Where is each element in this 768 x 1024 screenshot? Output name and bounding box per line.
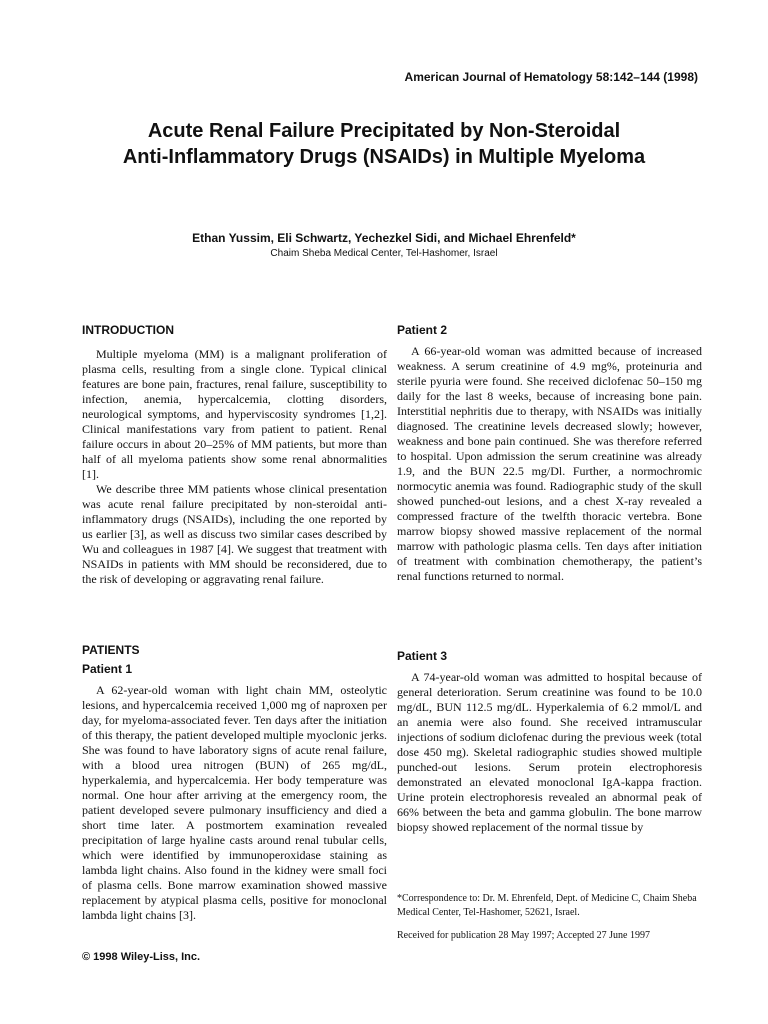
patient-2-heading: Patient 2 xyxy=(397,323,448,337)
affiliation: Chaim Sheba Medical Center, Tel-Hashomer, Israel xyxy=(270,248,498,259)
correspondence-footnote: *Correspondence to: Dr. M. Ehrenfeld, Dept. of Medicine C, Chaim Sheba Medical Center, Tel-Hashomer, 52621, Israel. xyxy=(397,893,697,918)
article-title xyxy=(60,118,708,170)
introduction-paragraph-2: We describe three MM patients whose clinical presentation was acute renal failure precipitated by non-steroidal anti-inflammatory drugs (NSAIDs), including the one reported by us earlier [3], as well as discuss two similar cases described by Wu and colleagues in 1987 [4]. We suggest that treatment with NSAIDs in patients with MM should be reconsidered, due to the risk of developing or aggravating renal failure. xyxy=(82,482,387,586)
patient-1-text: A 62-year-old woman with light chain MM, osteolytic lesions, and hypercalcemia received 1,000 mg of naproxen per day, for myeloma-associated fever. Ten days after the initiation of this therapy, the patient developed multiple myoclonic jerks. She was found to have laboratory signs of acute renal failure, with a blood urea nitrogen (BUN) of 265 mg/dL, hyperkalemia, and hypercalcemia. Her body temperature was normal. One hour after arriving at the emergency room, the patient developed severe pulmonary insufficiency and died a short time later. A postmortem examination revealed precipitation of large hyaline casts around renal tubular cells, which were identified by immunoperoxidase staining as lambda light chains. Also found in the kidney were small foci of plasma cells. Bone marrow examination showed massive replacement by atypical plasma cells, positive for monoclonal lambda light chains [3]. xyxy=(82,683,387,922)
title-line-1: Acute Renal Failure Precipitated by Non-Steroidal xyxy=(147,120,621,142)
copyright-notice: © 1998 Wiley-Liss, Inc. xyxy=(82,951,201,963)
patients-section xyxy=(82,643,387,923)
patient-3-heading: Patient 3 xyxy=(397,649,448,663)
title-line-2: Anti-Inflammatory Drugs (NSAIDs) in Multiple Myeloma xyxy=(122,146,646,168)
patient-2-section xyxy=(397,323,702,584)
patient-3-section xyxy=(397,649,702,835)
patient-3-text: A 74-year-old woman was admitted to hospital because of general deterioration. Serum creatinine was found to be 10.0 mg/dL, BUN 112.5 mg/dL. Hyperkalemia of 6.2 mmol/L and an anemia were also found. She received intramuscular injections of sodium diclofenac during the previous week (total dose 450 mg). Skeletal radiographic studies showed multiple punched-out lesions. Serum protein electrophoresis demonstrated an elevated monoclonal IgA-kappa fraction. Urine protein electrophoresis revealed an abnormal peak of 66% between the beta and gamma globulin. The bone marrow biopsy showed replacement of the normal tissue by xyxy=(397,670,702,834)
author-list: Ethan Yussim, Eli Schwartz, Yechezkel Sidi, and Michael Ehrenfeld* xyxy=(192,231,576,245)
patient-1-heading: Patient 1 xyxy=(82,662,133,676)
footnotes xyxy=(397,892,702,943)
patient-2-text: A 66-year-old woman was admitted because of increased weakness. A serum creatinine of 4.9 mg%, proteinuria and sterile pyuria were found. She received diclofenac 50–150 mg daily for the last 8 weeks, because of increasing bone pain. Interstitial nephritis due to therapy, with NSAIDs was initially diagnosed. The creatinine levels decreased slowly; however, weakness and bone pain continued. She was therefore referred to hospital. Upon admission the serum creatinine was already 1.9, and the BUN 22.5 mg/Dl. Further, a normochromic normocytic anemia was found. Radiographic study of the skull showed punched-out lesions, and a chest X-ray revealed a compressed fracture of the twelfth thoracic vertebra. Bone marrow biopsy showed massive replacement of the normal marrow with pathologic plasma cells. Ten days after initiation of treatment with combination chemotherapy, the patient’s renal functions returned to normal. xyxy=(397,344,702,583)
introduction-paragraph-1: Multiple myeloma (MM) is a malignant proliferation of plasma cells, resulting from a single clone. Typical clinical features are bone pain, fractures, renal failure, susceptibility to infection, anemia, hypercalcemia, clotting disorders, neurological symptoms, and hyperviscosity syndromes [1,2]. Clinical manifestations vary from patient to patient. Renal failure occurs in about 20–25% of MM patients, but more than half of all myeloma patients show some renal abnormalities [1]. xyxy=(82,347,387,481)
introduction-section xyxy=(82,323,387,587)
patients-heading: PATIENTS xyxy=(82,643,140,657)
introduction-heading: INTRODUCTION xyxy=(82,323,174,337)
journal-citation: American Journal of Hematology 58:142–144 (1998) xyxy=(404,70,698,84)
received-footnote: Received for publication 28 May 1997; Accepted 27 June 1997 xyxy=(397,930,650,941)
